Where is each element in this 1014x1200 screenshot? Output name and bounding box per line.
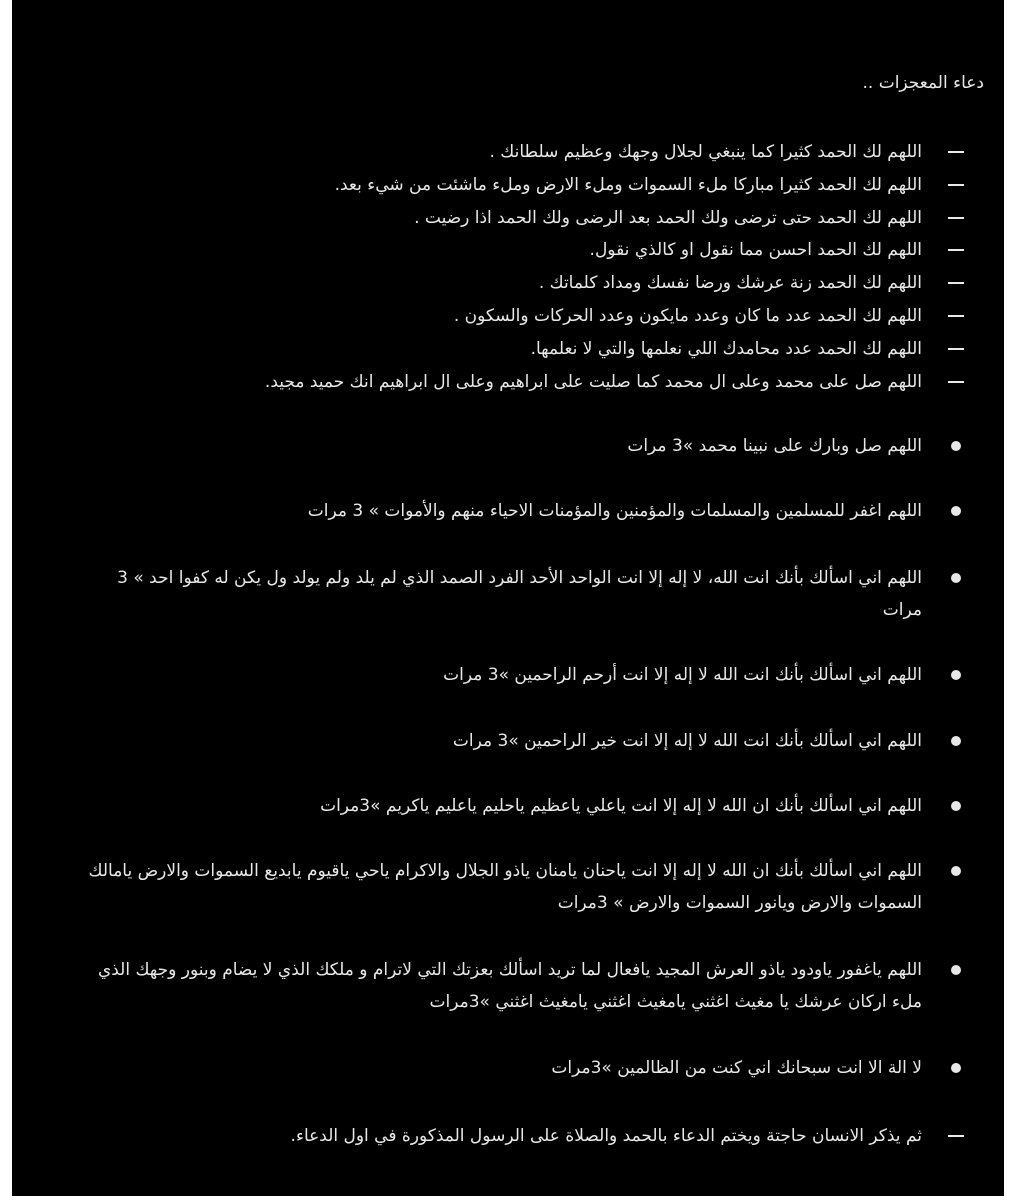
bullet-dot xyxy=(951,866,961,876)
bullet-dot xyxy=(951,506,961,516)
dash-marker xyxy=(948,217,964,219)
bullet-dot xyxy=(951,573,961,583)
document-title: دعاء المعجزات .. xyxy=(862,73,984,93)
bullet-dot xyxy=(951,801,961,811)
dash-marker xyxy=(948,282,964,284)
supplication-item: اللهم اغفر للمسلمين والمسلمات والمؤمنين والمؤمنات الاحياء منهم والأموات » 3 مرات xyxy=(74,495,964,527)
supplication-item: اللهم صل وبارك على نبينا محمد »3 مرات xyxy=(74,430,964,462)
praise-line: اللهم لك الحمد عدد محامدك اللي نعلمها والتي لا نعلمها. xyxy=(64,337,964,370)
praise-line: اللهم صل على محمد وعلى ال محمد كما صليت على ابراهيم وعلى ال ابراهيم انك حميد مجيد. xyxy=(64,370,964,403)
bullet-dot xyxy=(951,441,961,451)
bullet-dot xyxy=(951,670,961,680)
dash-marker xyxy=(948,315,964,317)
dash-marker xyxy=(948,184,964,186)
supplication-item: اللهم اني اسألك بأنك انت الله لا إله إلا انت أرحم الراحمين »3 مرات xyxy=(74,659,964,691)
dash-marker xyxy=(948,348,964,350)
dash-marker xyxy=(948,1135,964,1137)
praise-line: اللهم لك الحمد احسن مما نقول او كالذي نقول. xyxy=(64,238,964,271)
bullet-dot xyxy=(951,736,961,746)
dash-marker xyxy=(948,381,964,383)
supplication-item: اللهم اني اسألك بأنك ان الله لا إله إلا انت ياحنان يامنان ياذو الجلال والاكرام ياحي ياقيوم يابديع السموات والارض يامالك السموات والارض ويانور السموات والارض » 3مرات xyxy=(74,855,964,919)
supplication-item: اللهم اني اسألك بأنك ان الله لا إله إلا انت ياعلي ياعظيم ياحليم ياعليم ياكريم »3مرات xyxy=(74,790,964,822)
praise-line: اللهم لك الحمد كثيرا كما ينبغي لجلال وجهك وعظيم سلطانك . xyxy=(64,140,964,173)
praise-line: اللهم لك الحمد زنة عرشك ورضا نفسك ومداد كلماتك . xyxy=(64,271,964,304)
praise-list xyxy=(64,140,964,402)
supplication-item: لا الة الا انت سبحانك اني كنت من الظالمين »3مرات xyxy=(74,1052,964,1084)
dash-marker xyxy=(948,151,964,153)
supplication-item: اللهم ياغفور ياودود ياذو العرش المجيد يافعال لما تريد اسألك بعزتك التي لاترام و ملكك الذي لا يضام وبنور وجهك الذي ملء اركان عرشك يا مغيث اغثني يامغيث اغثني يامغيث اغثني »3مرات xyxy=(74,954,964,1018)
praise-line: اللهم لك الحمد عدد ما كان وعدد مايكون وعدد الحركات والسكون . xyxy=(64,304,964,337)
supplication-item: اللهم اني اسألك بأنك انت الله لا إله إلا انت خير الراحمين »3 مرات xyxy=(74,725,964,757)
dash-marker xyxy=(948,249,964,251)
bullet-dot xyxy=(951,1063,961,1073)
praise-line: اللهم لك الحمد كثيرا مباركا ملء السموات وملء الارض وملء ماشئت من شيء بعد. xyxy=(64,173,964,206)
supplication-item: اللهم اني اسألك بأنك انت الله، لا إله إلا انت الواحد الأحد الفرد الصمد الذي لم يلد ولم يولد ول يكن له كفوا احد » 3 مرات xyxy=(74,562,964,626)
dark-document-page xyxy=(12,0,1004,1196)
bullet-dot xyxy=(951,965,961,975)
closing-note: ثم يذكر الانسان حاجتة ويختم الدعاء بالحمد والصلاة على الرسول المذكورة في اول الدعاء. xyxy=(22,1124,964,1148)
praise-line: اللهم لك الحمد حتى ترضى ولك الحمد بعد الرضى ولك الحمد اذا رضيت . xyxy=(64,206,964,239)
